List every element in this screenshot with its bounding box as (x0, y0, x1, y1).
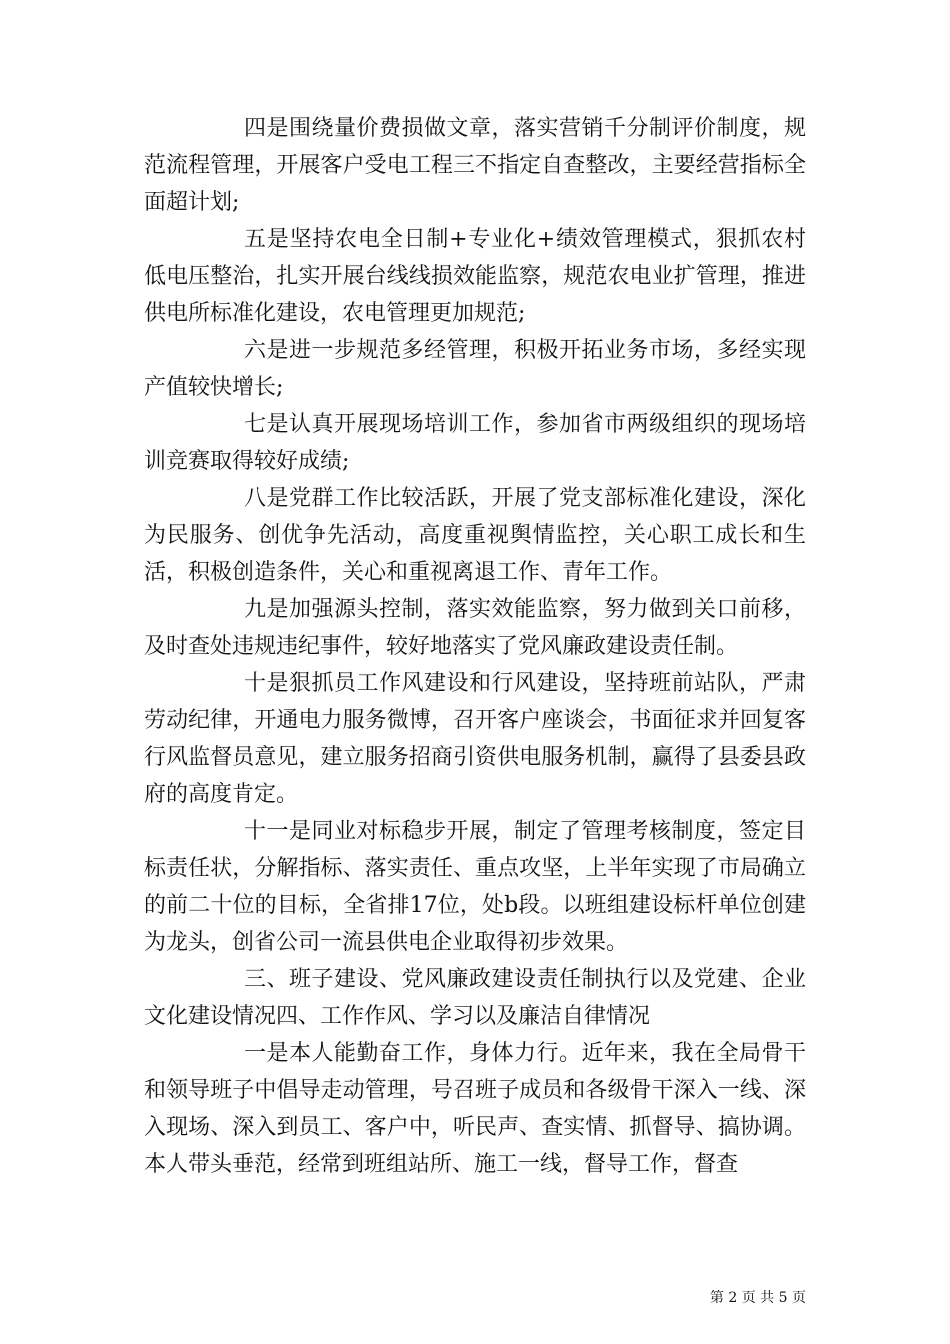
paragraph-11: 十一是同业对标稳步开展，制定了管理考核制度，签定目标责任状，分解指标、落实责任、重点攻坚，上半年实现了市局确立的前二十位的目标，全省排17位，处b段。以班组建设标杆单位创建为龙头，创省公司一流县供电企业取得初步效果。 (144, 819, 806, 955)
section-heading-3-4: 三、班子建设、党风廉政建设责任制执行以及党建、企业文化建设情况四、工作作风、学习以及廉洁自律情况 (144, 967, 806, 1029)
paragraph-5: 五是坚持农电全日制+专业化+绩效管理模式，狠抓农村低电压整治，扎实开展台线线损效能监察，规范农电业扩管理，推进供电所标准化建设，农电管理更加规范; (144, 227, 806, 326)
paragraph-8: 八是党群工作比较活跃，开展了党支部标准化建设，深化为民服务、创优争先活动，高度重视舆情监控，关心职工成长和生活，积极创造条件，关心和重视离退工作、青年工作。 (144, 486, 806, 585)
paragraph-6: 六是进一步规范多经管理，积极开拓业务市场，多经实现产值较快增长; (144, 338, 806, 400)
paragraph-1-self: 一是本人能勤奋工作，身体力行。近年来，我在全局骨干和领导班子中倡导走动管理，号召班子成员和各级骨干深入一线、深入现场、深入到员工、客户中，听民声、查实情、抓督导、搞协调。本人带头垂范，经常到班组站所、施工一线，督导工作，督查 (144, 1041, 806, 1177)
paragraph-7: 七是认真开展现场培训工作，参加省市两级组织的现场培训竞赛取得较好成绩; (144, 412, 806, 474)
paragraph-4: 四是围绕量价费损做文章，落实营销千分制评价制度，规范流程管理，开展客户受电工程三不指定自查整改，主要经营指标全面超计划; (144, 116, 806, 215)
paragraph-10: 十是狠抓员工作风建设和行风建设，坚持班前站队，严肃劳动纪律，开通电力服务微博，召开客户座谈会，书面征求并回复客行风监督员意见，建立服务招商引资供电服务机制，赢得了县委县政府的高度肯定。 (144, 671, 806, 807)
body-text (144, 110, 806, 1183)
page-number-footer: 第 2 页 共 5 页 (709, 1290, 806, 1306)
paragraph-9: 九是加强源头控制，落实效能监察，努力做到关口前移，及时查处违规违纪事件，较好地落实了党风廉政建设责任制。 (144, 597, 806, 659)
